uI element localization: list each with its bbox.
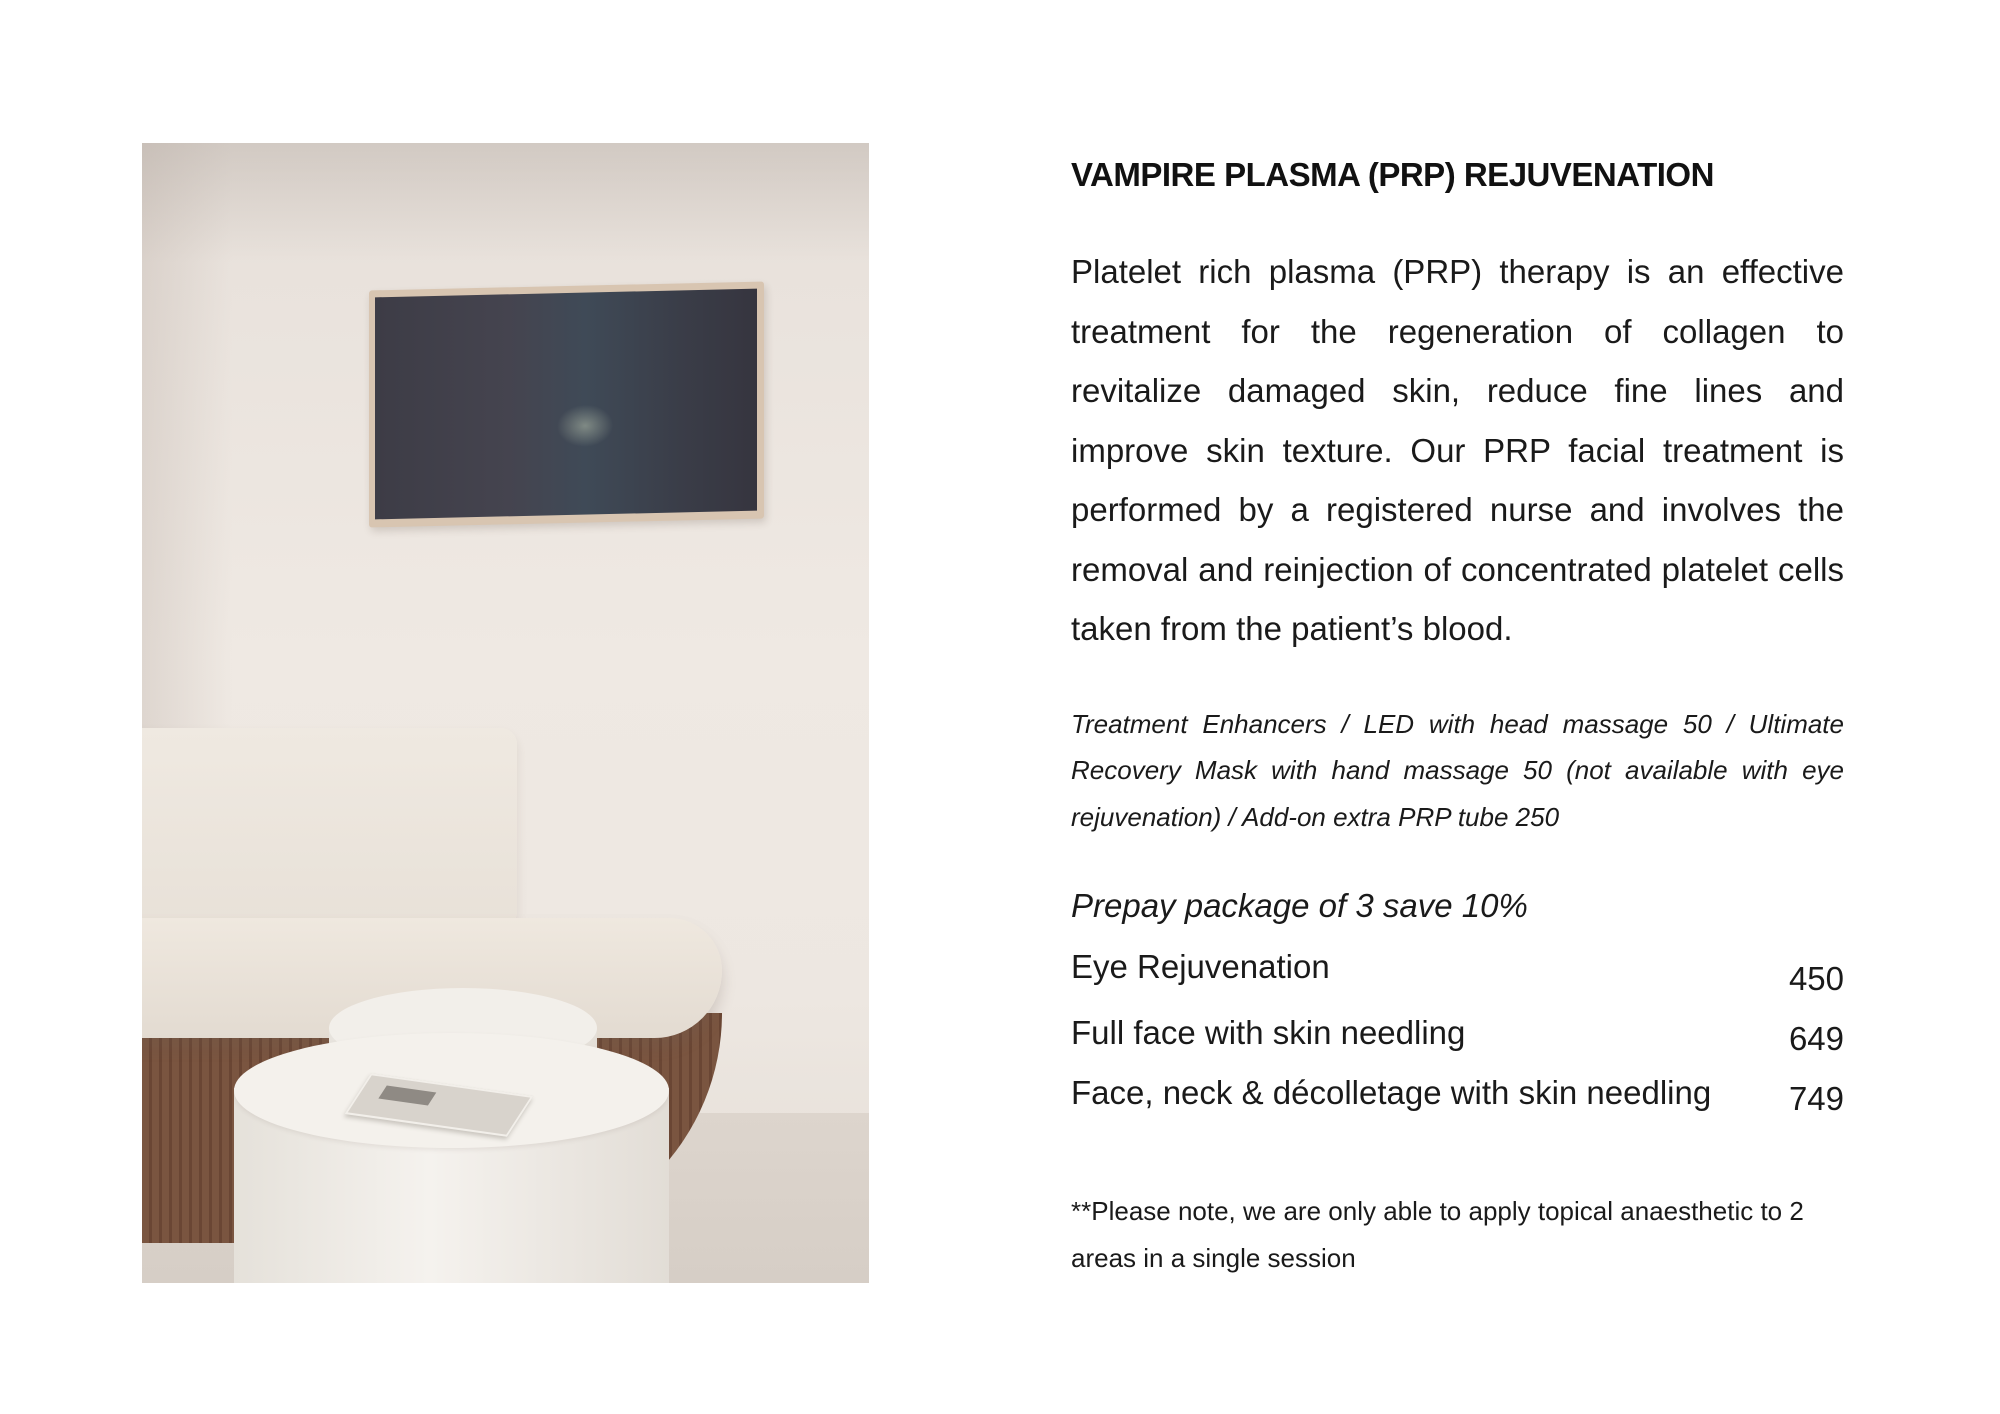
wall-tv xyxy=(369,282,764,528)
prepay-offer: Prepay package of 3 save 10% xyxy=(1071,887,1528,924)
price-row-eye-rejuvenation xyxy=(1071,940,1844,1006)
price-item-value: 450 xyxy=(1788,960,1844,997)
price-item-name: Full face with skin needling xyxy=(1071,1014,1466,1051)
clinic-lounge-photo xyxy=(142,143,869,1283)
treatment-title: VAMPIRE PLASMA (PRP) REJUVENATION xyxy=(1071,156,1714,193)
price-row-full-face xyxy=(1071,1006,1844,1066)
tv-screen xyxy=(375,289,757,520)
anaesthetic-note: **Please note, we are only able to apply topical anaesthetic to 2 areas in a single session xyxy=(1071,1196,1804,1273)
photo-ceiling-shadow xyxy=(142,143,869,263)
price-list xyxy=(1071,940,1844,1126)
sofa-backrest xyxy=(142,728,517,928)
price-item-value: 749 xyxy=(1788,1080,1844,1117)
price-item-value: 649 xyxy=(1788,1020,1844,1057)
price-item-name: Eye Rejuvenation xyxy=(1071,948,1330,985)
price-row-face-neck-decolletage xyxy=(1071,1066,1844,1126)
treatment-description: Platelet rich plasma (PRP) therapy is an effective treatment for the regeneration of collagen to revitalize damaged skin, reduce fine lines and improve skin texture. Our PRP facial treatment is performed by a registered nurse and involves the removal and reinjection of concentrated platelet cells taken from the patient’s blood. xyxy=(1071,253,1844,647)
price-item-name: Face, neck & décolletage with skin needling xyxy=(1071,1074,1712,1111)
treatment-details xyxy=(1071,150,1844,1282)
treatment-enhancers: Treatment Enhancers / LED with head massage 50 / Ultimate Recovery Mask with hand massage 50 (not available with eye rejuvenation) / Add-on extra PRP tube 250 xyxy=(1071,708,1844,832)
